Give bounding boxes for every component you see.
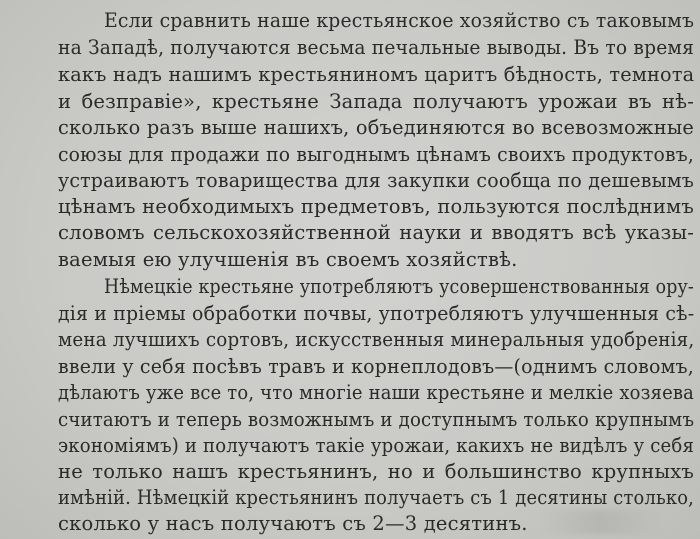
text-line: экономіямъ) и получаютъ такіе урожаи, какихъ не видѣлъ у себя	[58, 434, 695, 457]
text-line: устраиваютъ товарищества для закупки сообща по дешевымъ	[58, 169, 695, 192]
text-line: Нѣмецкіе крестьяне употребляютъ усовершенствованныя ору-	[104, 275, 694, 298]
text-line: сколько у насъ получаютъ съ 2—3 десятинъ.	[58, 512, 528, 535]
text-line: какъ надъ нашимъ крестьяниномъ царитъ бѣдность, темнота	[58, 63, 695, 86]
text-line: цѣнамъ необходимыхъ предметовъ, пользуются послѣднимъ	[58, 195, 694, 218]
text-line: имѣній. Нѣмецкій крестьянинъ получаетъ съ 1 десятины столько,	[58, 486, 694, 509]
text-line: дѣлаютъ уже все то, что многіе наши крестьяне и мелкіе хозяева	[58, 381, 695, 404]
text-line: не только нашъ крестьянинъ, но и большинство крупныхъ	[58, 460, 694, 483]
text-line: ввели у себя посѣвъ травъ и корнеплодовъ—(однимъ словомъ,	[58, 355, 695, 378]
text-line: словомъ сельскохозяйственной науки и вводятъ всѣ указы-	[58, 221, 694, 244]
text-line: ваемыя ею улучшенія въ своемъ хозяйствѣ.	[58, 248, 518, 271]
text-line: и безправіе», крестьяне Запада получаютъ урожаи въ нѣ-	[58, 90, 694, 113]
text-line: сколько разъ выше нашихъ, объединяются во всевозможные	[58, 116, 695, 139]
text-line: Если сравнить наше крестьянское хозяйство съ таковымъ	[104, 9, 695, 32]
text-line: считаютъ и теперь возможнымъ и доступнымъ только крупнымъ	[58, 408, 695, 431]
ink-bleed-smudge	[540, 510, 660, 534]
text-line: мена лучшихъ сортовъ, искусственныя минеральныя удобренія,	[58, 328, 695, 351]
text-line: дія и пріемы обработки почвы, употребляютъ улучшенныя сѣ-	[58, 302, 695, 325]
text-line: на Западѣ, получаются весьма печальные выводы. Въ то время	[58, 36, 695, 59]
text-line: союзы для продажи по выгоднымъ цѣнамъ своихъ продуктовъ,	[58, 143, 694, 166]
